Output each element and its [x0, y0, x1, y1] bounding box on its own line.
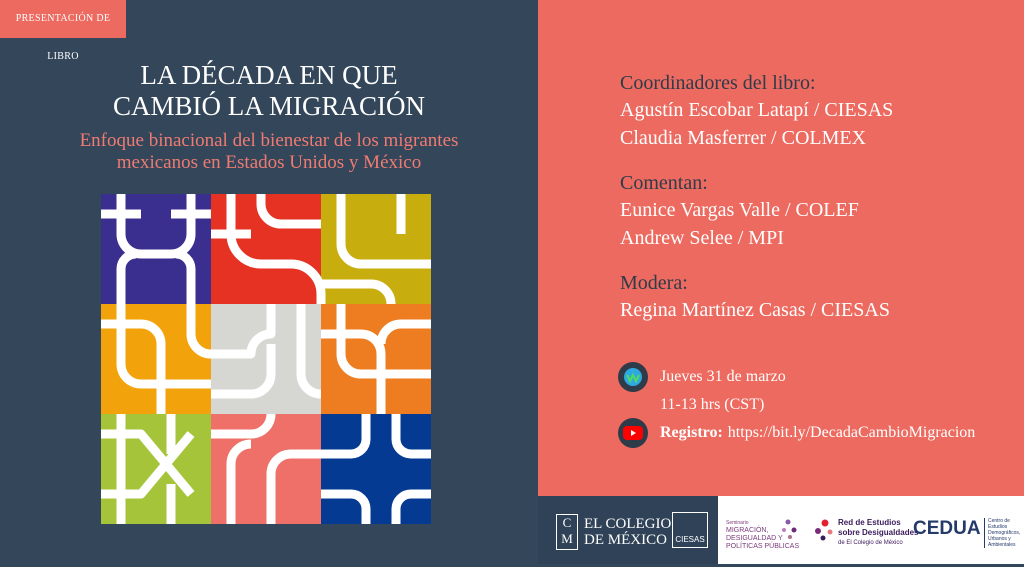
event-registro-row	[618, 419, 1018, 447]
event-details	[618, 363, 1018, 447]
coordinadores-label: Coordinadores del libro:	[620, 72, 816, 94]
ciesas-logo: CIESAS	[672, 512, 708, 548]
tag-badge: PRESENTACIÓN DE LIBRO	[0, 0, 126, 38]
registro-label: Registro:	[660, 424, 723, 441]
comentarista-name: Andrew Selee / MPI	[620, 227, 784, 249]
event-date: Jueves 31 de marzo	[660, 368, 786, 385]
seminario-line-2: DESIGUALDAD Y	[726, 535, 783, 542]
red-line-2: sobre Desigualdades	[838, 528, 919, 537]
comentan-group	[620, 170, 1010, 252]
coordinador-name: Claudia Masferrer / COLMEX	[620, 127, 867, 149]
seminario-line-1: MIGRACIÓN,	[726, 527, 769, 534]
red-line-3: de El Colegio de México	[838, 540, 903, 546]
moderadora-name: Regina Martínez Casas / CIESAS	[620, 299, 890, 321]
book-subtitle	[20, 130, 518, 174]
cedua-logo: CEDUA	[913, 518, 981, 539]
seminario-dots-icon	[780, 516, 804, 542]
comentan-label: Comentan:	[620, 172, 708, 194]
registro-link[interactable]: https://bit.ly/DecadaCambioMigracion	[727, 424, 976, 441]
book-title	[20, 60, 518, 122]
modera-group	[620, 270, 1010, 324]
seminario-line-3: POLÍTICAS PÚBLICAS	[726, 543, 800, 550]
red-line-1: Red de Estudios	[838, 518, 901, 527]
partner-logos	[718, 496, 1024, 564]
comentarista-name: Eunice Vargas Valle / COLEF	[620, 199, 859, 221]
event-time: 11-13 hrs (CST)	[660, 396, 765, 413]
seminario-small: Seminario	[726, 520, 749, 526]
subtitle-line-2: mexicanos en Estados Unidos y México	[116, 152, 422, 173]
colmex-logo	[556, 514, 671, 550]
title-line-2: CAMBIÓ LA MIGRACIÓN	[112, 91, 426, 121]
coordinadores-group	[620, 70, 1010, 152]
coordinador-name: Agustín Escobar Latapí / CIESAS	[620, 99, 894, 121]
colmex-line-1: EL COLEGIO	[584, 516, 672, 532]
cover-art	[101, 194, 431, 524]
red-estudios-logo	[838, 518, 918, 548]
red-dots-icon	[814, 518, 836, 542]
modera-label: Modera:	[620, 272, 688, 294]
youtube-icon	[618, 418, 648, 448]
title-line-1: LA DÉCADA EN QUE	[140, 60, 398, 90]
participants	[620, 70, 1010, 342]
colmex-cm-mark: C M	[556, 514, 578, 550]
event-date-row	[618, 363, 1018, 391]
subtitle-line-1: Enfoque binacional del bienestar de los migrantes	[79, 130, 459, 151]
webex-icon	[618, 362, 648, 392]
colmex-line-2: DE MÉXICO	[584, 532, 667, 548]
cedua-small: Centro de Estudios Demográficos, Urbanos y Ambientales	[984, 518, 1024, 548]
event-time-row	[618, 391, 1018, 419]
